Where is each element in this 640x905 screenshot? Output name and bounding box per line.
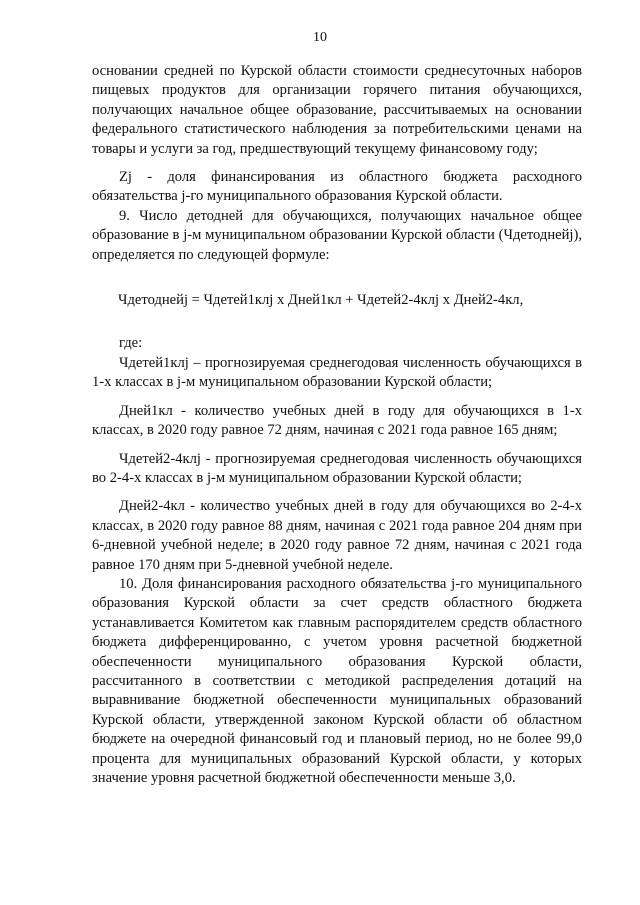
formula: Чдетоднейj = Чдетей1клj х Дней1кл + Чдетей2-4клj х Дней2-4кл, <box>118 292 524 309</box>
paragraph-children-grade2-4: Чдетей2-4клj - прогнозируемая среднегодовая численность обучающихся во 2-4-х классах в j-м муниципальном образовании Курской области; <box>92 450 582 486</box>
paragraph-zj-definition: Zj - доля финансирования из областного бюджета расходного обязательства j-го муниципального образования Курской области. <box>92 169 582 205</box>
paragraph-days-grade2-4: Дней2-4кл - количество учебных дней в году для обучающихся во 2-4-х классах, в 2020 году равное 88 дням, начиная с 2021 года равное 204 дням при 6-дневной учебной неделе; в 2020 году равное 72 дням, начиная с 2021 года равное 170 дням при 5-дневной учебной неделе. <box>92 498 582 573</box>
where-label: где: <box>119 335 143 352</box>
paragraph-item-10: 10. Доля финансирования расходного обязательства j-го муниципального образования Курской области за счет средств областного бюджета устанавливается Комитетом как главным распорядителем средств областного бюджета дифференцированно, с учетом уровня расчетной бюджетной обеспеченности муниципального образования Курской области, рассчитанного в соответствии с методикой распределения дотаций на выравнивание бюджетной обеспеченности муниципальных образований Курской области, утвержденной законом Курской области об областном бюджете на очередной финансовый год и плановый период, но не более 99,0 процента для муниципальных образований Курской области, у которых значение уровня расчетной бюджетной обеспеченности меньше 3,0. <box>92 575 582 786</box>
document-body <box>92 62 582 788</box>
paragraph-days-grade1: Дней1кл - количество учебных дней в году для обучающихся в 1-х классах, в 2020 году равное 72 дням, начиная с 2021 года равное 165 дням; <box>92 402 582 439</box>
paragraph-children-grade1: Чдетей1клj – прогнозируемая среднегодовая численность обучающихся в 1-х классах в j-м муниципальном образовании Курской области; <box>92 354 582 391</box>
page-number: 10 <box>313 30 327 45</box>
paragraph-continuation: основании средней по Курской области стоимости среднесуточных наборов пищевых продуктов для организации горячего питания обучающихся, получающих начальное общее образование, рассчитываемых на основании федерального статистического наблюдения за потребительскими ценами на товары и услуги за год, предшествующий текущему финансовому году; <box>92 63 582 157</box>
paragraph-item-9: 9. Число детодней для обучающихся, получающих начальное общее образование в j-м муниципальном образовании Курской области (Чдетоднейj), определяется по следующей формуле: <box>92 207 582 263</box>
